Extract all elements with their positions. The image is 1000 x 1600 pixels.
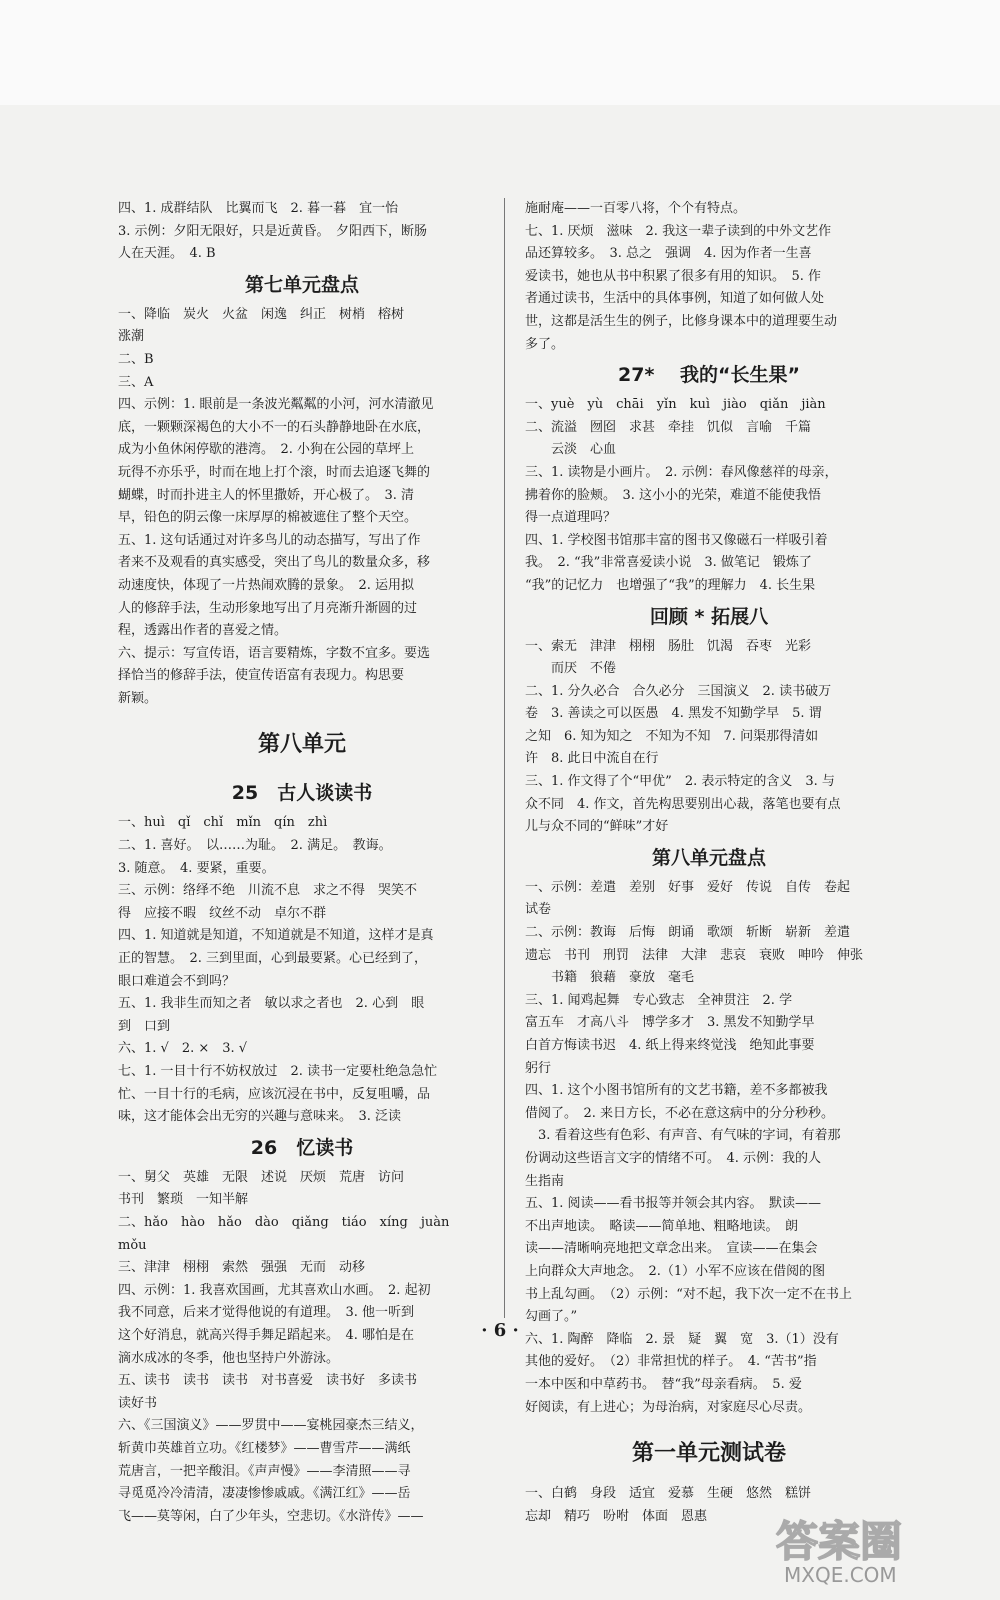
text-line: 读好书 xyxy=(118,1395,158,1411)
text-line: 择恰当的修辞手法，使宣传语富有表现力。构思要 xyxy=(118,668,405,684)
text-line: 二、示例：教诲 后悔 朗诵 歌颂 斩断 崭新 差遣 xyxy=(525,925,851,941)
text-line: 卷 3. 善读之可以医愚 4. 黑发不知勤学早 5. 谓 xyxy=(525,706,822,722)
text-line: 荒唐言，一把辛酸泪。《声声慢》——李清照——寻 xyxy=(118,1463,411,1479)
text-line: 忘却 精巧 吩咐 体面 恩惠 xyxy=(525,1508,708,1524)
text-line: 三、A xyxy=(118,374,154,390)
text-line: 七、1. 厌烦 滋味 2. 我这一辈子读到的中外文艺作 xyxy=(525,223,832,239)
text-line: 底，一颗颗深褐色的大小不一的石头静静地卧在水底， xyxy=(118,419,431,435)
text-line: 四、示例：1. 眼前是一条波光粼粼的小河，河水清澈见 xyxy=(118,397,434,413)
section-heading: 26 忆读书 xyxy=(250,1136,354,1159)
section-heading: 回顾 * 拓展八 xyxy=(649,605,769,628)
text-line: 二、流溢 囫囵 求甚 牵挂 饥似 言喻 千篇 xyxy=(525,419,812,435)
text-line: 六、提示：写宣传语，语言要精炼，字数不宜多。要选 xyxy=(118,645,431,661)
text-line: 得 应接不暇 纹丝不动 卓尔不群 xyxy=(118,905,327,921)
text-line: “我”的记忆力 也增强了“我”的理解力 4. 长生果 xyxy=(525,577,816,593)
text-line: 借阅了。 2. 来日方长，不必在意这病中的分分秒秒。 xyxy=(525,1105,835,1121)
page-number: · 6 · xyxy=(481,1320,519,1341)
top-band xyxy=(0,0,1000,105)
text-line: 书上乱勾画。 （2）示例：“对不起，我下次一定不在书上 xyxy=(525,1286,852,1302)
text-line: 勾画了。” xyxy=(525,1309,578,1325)
text-line: 我不同意，后来才觉得他说的有道理。 3. 他一听到 xyxy=(118,1305,415,1321)
svg-text:答案圈: 答案圈 xyxy=(776,1517,903,1566)
text-line: 一、白鹤 身段 适宜 爱慕 生硬 悠然 糕饼 xyxy=(525,1486,812,1502)
text-line: 一、yuè yù chāi yǐn kuì jiào qiǎn jiàn xyxy=(525,397,826,413)
text-line: 二、1. 分久必合 合久必分 三国演义 2. 读书破万 xyxy=(525,683,832,699)
watermark-logo xyxy=(770,1512,980,1588)
text-line: 三、1. 作文得了个“甲优” 2. 表示特定的含义 3. 与 xyxy=(525,774,835,790)
text-line: 正的智慧。 2. 三到里面，心到最要紧。心已经到了， xyxy=(118,951,428,967)
text-line: 富五车 才高八斗 博学多才 3. 黑发不知勤学早 xyxy=(525,1015,815,1031)
text-line: 一本中医和中草药书。 替“我”母亲看病。 5. 爱 xyxy=(525,1376,802,1392)
text-line: 遗忘 书刊 刑罚 法律 大津 悲哀 衰败 呻吟 伸张 xyxy=(525,947,864,963)
text-line: 儿与众不同的“鲜味”才好 xyxy=(525,819,669,835)
text-line: 六、《三国演义》——罗贯中——宴桃园豪杰三结义， xyxy=(118,1418,424,1434)
section-heading: 第八单元 xyxy=(257,732,346,758)
text-line: 好阅读，有上进心；为母治病，对家庭尽心尽责。 xyxy=(525,1399,812,1415)
text-line: 书籍 狼藉 豪放 毫毛 xyxy=(525,970,695,986)
text-line: 眼口难道会不到吗？ xyxy=(118,973,236,989)
text-line: 施耐庵——一百零八将，个个有特点。 xyxy=(525,201,747,216)
text-line: 玩得不亦乐乎，时而在地上打个滚，时而去追逐飞舞的 xyxy=(118,464,431,480)
text-line: 忙、一目十行的毛病，应该沉浸在书中，反复咀嚼，品 xyxy=(118,1086,431,1102)
text-line: 书刊 繁琐 一知半解 xyxy=(118,1192,249,1208)
text-line: 动速度快，体现了一片热闹欢腾的景象。 2. 运用拟 xyxy=(118,577,415,593)
text-line: 五、读书 读书 读书 对书喜爱 读书好 多读书 xyxy=(118,1373,418,1389)
text-line: 而厌 不倦 xyxy=(525,661,617,677)
text-line: 蝴蝶，时而扑进主人的怀里撒娇，开心极了。 3. 清 xyxy=(118,487,415,503)
text-line: 三、津津 栩栩 索然 强强 无而 动移 xyxy=(118,1260,366,1276)
text-line: 四、1. 成群结队 比翼而飞 2. 暮一暮 宜一怡 xyxy=(118,201,399,216)
text-line: 三、1. 读物是小画片。 2. 示例：春风像慈祥的母亲， xyxy=(525,464,838,480)
text-line: 四、1. 这个小图书馆所有的文艺书籍，差不多都被我 xyxy=(525,1083,828,1099)
text-line: 一、降临 炭火 火盆 闲逸 纠正 树梢 榕树 xyxy=(118,306,405,322)
text-line: 六、1. √ 2. × 3. √ xyxy=(118,1041,248,1057)
text-line: 者来不及观看的真实感受，突出了鸟儿的数量众多，移 xyxy=(118,555,431,571)
section-heading: 25 古人谈读书 xyxy=(231,782,373,805)
column-divider xyxy=(504,198,505,1318)
text-line: 四、1. 学校图书馆那丰富的图书又像磁石一样吸引着 xyxy=(525,532,828,548)
text-line: 寻觅觅冷冷清清，凄凄惨惨戚戚。《满江红》——岳 xyxy=(118,1486,411,1502)
text-line: 之知 6. 知为知之 不知为不知 7. 问渠那得清如 xyxy=(525,728,819,744)
text-line: 二、B xyxy=(118,351,154,367)
text-line: 多了。 xyxy=(525,336,565,352)
text-line: 二、hǎo hào hǎo dào qiǎng tiáo xíng juàn xyxy=(118,1214,450,1230)
text-line: 我。 2. “我”非常喜爱读小说 3. 做笔记 锻炼了 xyxy=(525,555,812,571)
text-line: 一、示例：差遣 差别 好事 爱好 传说 自传 卷起 xyxy=(525,879,851,895)
text-line: 四、1. 知道就是知道，不知道就是不知道，这样才是真 xyxy=(118,928,434,944)
text-line: 不出声地读。 略读——简单地、粗略地读。 朗 xyxy=(525,1218,799,1234)
text-line: 成为小鱼休闲停歇的港湾。 2. 小狗在公园的草坪上 xyxy=(118,442,415,458)
text-line: mǒu xyxy=(118,1237,147,1253)
text-line: 拂着你的脸颊。 3. 这小小的光荣，难道不能使我悟 xyxy=(525,487,822,503)
text-line: 程，透露出作者的喜爱之情。 xyxy=(118,623,288,639)
text-line: 斩黄巾英雄首立功。《红楼梦》——曹雪芹——满纸 xyxy=(118,1440,411,1456)
text-line: 五、1. 我非生而知之者 敏以求之者也 2. 心到 眼 xyxy=(118,996,425,1012)
text-line: 躬行 xyxy=(525,1060,552,1076)
text-line: 滴水成冰的冬季，他也坚持户外游泳。 xyxy=(118,1350,340,1366)
text-line: 人的修辞手法，生动形象地写出了月亮渐升渐圆的过 xyxy=(118,600,418,616)
section-heading: 27* 我的“长生果” xyxy=(618,364,800,387)
text-line: 许 8. 此日中流自在行 xyxy=(525,751,659,767)
text-line: 者通过读书，生活中的具体事例，知道了如何做人处 xyxy=(525,291,825,307)
section-heading: 第八单元盘点 xyxy=(651,846,766,869)
section-heading: 第七单元盘点 xyxy=(244,273,359,296)
text-line: 世，这都是活生生的例子，比修身课本中的道理要生动 xyxy=(525,313,838,329)
text-line: 3. 随意。 4. 要紧，重要。 xyxy=(118,860,275,876)
text-line: 新颖。 xyxy=(118,690,158,706)
text-line: 爱读书，她也从书中积累了很多有用的知识。 5. 作 xyxy=(525,268,822,284)
text-line: 早，铅色的阴云像一床厚厚的棉被遮住了整个天空。 xyxy=(118,510,418,526)
text-line: 云淡 心血 xyxy=(525,442,617,458)
text-line: 3. 看着这些有色彩、有声音、有气味的字词，有着那 xyxy=(525,1128,841,1144)
text-line: 六、1. 陶醉 降临 2. 景 疑 翼 宽 3.（1）没有 xyxy=(525,1331,839,1347)
text-line: 份调动这些语言文字的情绪不可。 4. 示例：我的人 xyxy=(525,1150,822,1166)
text-line: 人在天涯。 4. B xyxy=(118,246,216,262)
text-line: 得一点道理吗？ xyxy=(525,510,617,526)
text-line: 味，这才能体会出无穷的兴趣与意味来。 3. 泛读 xyxy=(118,1109,402,1125)
text-line: 七、1. 一目十行不妨权放过 2. 读书一定要杜绝急急忙 xyxy=(118,1064,438,1079)
text-line: 五、1. 阅读——看书报等并领会其内容。 默读—— xyxy=(525,1196,822,1212)
text-line: 三、1. 闻鸡起舞 专心致志 全神贯注 2. 学 xyxy=(525,992,793,1008)
text-line: 白首方悔读书迟 4. 纸上得来终觉浅 绝知此事要 xyxy=(525,1038,815,1053)
text-line: 生指南 xyxy=(525,1173,565,1189)
text-line: 众不同 4. 作文，首先构思要别出心裁，落笔也要有点 xyxy=(525,796,841,812)
text-line: 其他的爱好。 （2）非常担忧的样子。 4. “苦书”指 xyxy=(525,1354,817,1370)
text-line: 读——清晰响亮地把文章念出来。 宣读——在集会 xyxy=(525,1241,818,1257)
text-line: 三、示例：络绎不绝 川流不息 求之不得 哭笑不 xyxy=(118,883,418,899)
text-line: 这个好消息，就高兴得手舞足蹈起来。 4. 哪怕是在 xyxy=(118,1327,415,1343)
svg-text:MXQE.COM: MXQE.COM xyxy=(784,1563,897,1587)
text-line: 一、huì qǐ chǐ mǐn qín zhì xyxy=(118,815,328,831)
text-line: 二、1. 喜好。 以……为耻。 2. 满足。 教诲。 xyxy=(118,838,392,854)
text-line: 四、示例：1. 我喜欢国画，尤其喜欢山水画。 2. 起初 xyxy=(118,1282,431,1298)
text-line: 品还算较多。 3. 总之 强调 4. 因为作者一生喜 xyxy=(525,246,812,262)
text-line: 一、舅父 英雄 无限 述说 厌烦 荒唐 访问 xyxy=(118,1169,405,1185)
text-line: 试卷 xyxy=(525,902,552,918)
text-line: 五、1. 这句话通过对许多鸟儿的动态描写，写出了作 xyxy=(118,532,421,548)
text-line: 涨潮 xyxy=(118,329,145,345)
section-heading: 第一单元测试卷 xyxy=(631,1441,786,1467)
text-line: 一、索无 津津 栩栩 肠肚 饥渴 吞枣 光彩 xyxy=(525,638,812,654)
text-line: 到 口到 xyxy=(118,1018,171,1034)
text-line: 3. 示例：夕阳无限好，只是近黄昏。 夕阳西下，断肠 xyxy=(118,223,428,239)
text-line: 飞——莫等闲，白了少年头，空悲切。《水浒传》—— xyxy=(118,1508,424,1524)
text-line: 上向群众大声地念。 2.（1）小军不应该在借阅的图 xyxy=(525,1263,826,1279)
